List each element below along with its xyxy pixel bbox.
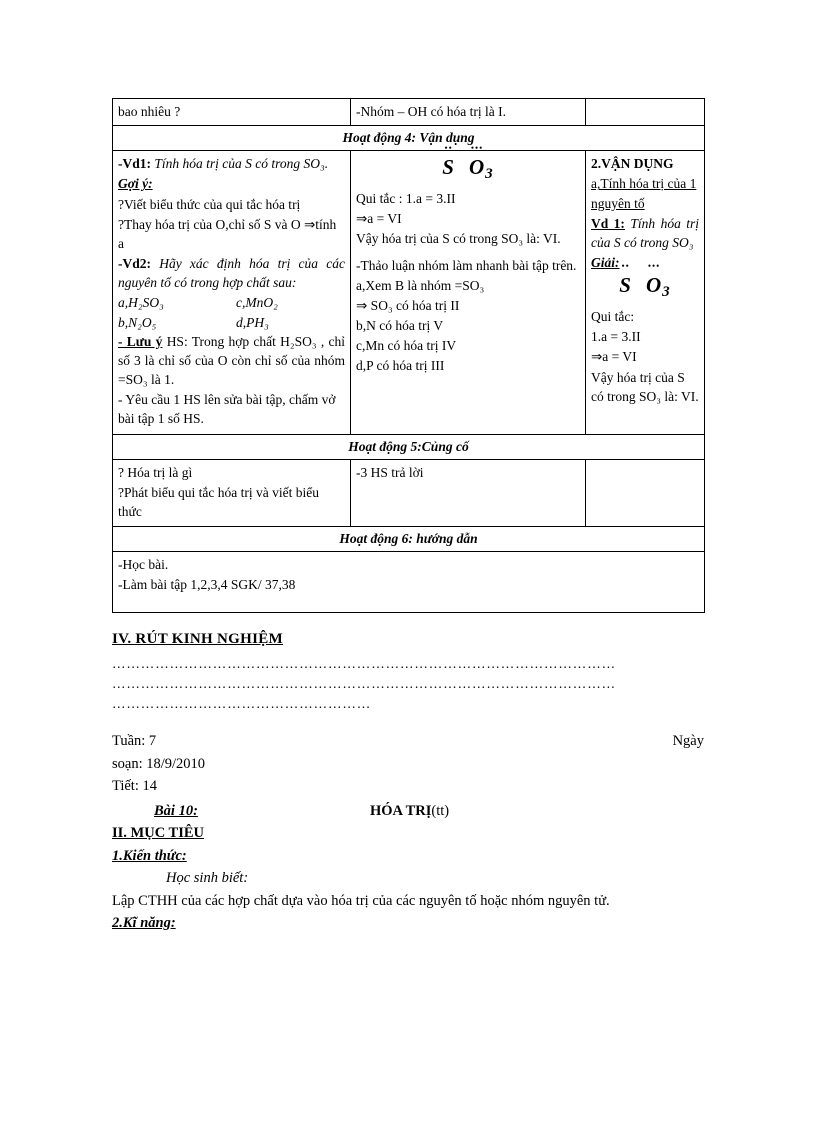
formula-so3-col3 [591, 274, 699, 301]
bai-label: Bài 10: [154, 802, 198, 819]
ki-nang-heading: 2.Kĩ năng: [112, 915, 176, 932]
section-header-activity-6: Hoạt động 6: hướng dẫn [113, 527, 705, 552]
vd2-text: Hãy xác định hóa trị của các nguyên tố có trong hợp chất sau: [118, 256, 345, 291]
luu-y-label: - Lưu ý [118, 333, 163, 349]
lesson-title-main: HÓA TRỊ [370, 802, 432, 819]
examples-list [118, 293, 345, 331]
goi-y-label: Gợi ý: [118, 176, 153, 192]
cungco-question-2: ?Phát biểu qui tắc hóa trị và viết biểu thức [118, 484, 319, 519]
lesson-plan-table [112, 98, 705, 613]
luu-y-text: HS: Trong hợp chất H₂SO₃ , chỉ số 3 là chỉ số của O còn chỉ số của nhóm =SO₃ là 1. [118, 333, 346, 388]
hoc-sinh-biet: Học sinh biết: [166, 870, 249, 887]
equation-col3: 1.a = 3.II [591, 329, 641, 345]
van-dung-a-line: a,Tính hóa trị của 1 nguyên tố [591, 176, 697, 211]
cell-top-col1: bao nhiêu ? [113, 99, 351, 126]
formula-symbol-s: •• S [619, 274, 632, 297]
vd1-text: Tính hóa trị của S có trong SO₃. [154, 156, 329, 172]
cell-activity4-col3 [586, 151, 705, 434]
dotted-line-1: …………………………………………………………………………………………… [112, 655, 616, 671]
vd1-line [118, 154, 345, 173]
example-row [118, 313, 345, 332]
formula-symbol-o: ••• O [646, 274, 662, 297]
table-row-section-5 [113, 434, 705, 459]
table-row-activity-4 [113, 151, 705, 434]
table-row-section-4 [113, 126, 705, 151]
table-row-activity-6 [113, 552, 705, 612]
lesson-title-suffix: (tt) [431, 802, 450, 819]
conclusion-col3: Vậy hóa trị của S có trong SO₃ là: VI. [591, 369, 699, 404]
tiet-label: Tiết: 14 [112, 778, 157, 795]
cell-activity4-col2 [351, 151, 586, 434]
a-value-line: ⇒a = VI [356, 211, 402, 227]
note-line: - Yêu cầu 1 HS lên sửa bài tập, chấm vở bài tập 1 số HS. [118, 392, 336, 427]
kien-thuc-heading: 1.Kiến thức: [112, 847, 187, 864]
vd1-col3-label: Vd 1: [591, 215, 625, 231]
table-row [113, 99, 705, 126]
section-header-activity-5: Hoạt động 5:Củng cố [113, 434, 705, 459]
formula-so3 [356, 156, 580, 183]
formula-subscript-o: 3 [485, 166, 494, 183]
question-2: ?Thay hóa trị của O,chỉ số S và O ⇒tính a [118, 216, 337, 251]
qui-tac-line: Qui tắc : 1.a = 3.II [356, 191, 456, 207]
question-1: ?Viết biểu thức của qui tắc hóa trị [118, 196, 301, 212]
rut-kinh-nghiem-heading: IV. RÚT KINH NGHIỆM [112, 630, 284, 647]
cell-top-col3 [586, 99, 705, 126]
cell-activity6 [113, 552, 705, 612]
cungco-question-1: ? Hóa trị là gì [118, 464, 193, 480]
vd2-label: -Vd2: [118, 256, 151, 272]
example-b1: c,MnO₂ [236, 295, 278, 311]
document-content [112, 98, 704, 935]
cungco-answer: -3 HS trả lời [356, 464, 424, 480]
cell-activity5-col1 [113, 459, 351, 526]
homework-line-2: -Làm bài tập 1,2,3,4 SGK/ 37,38 [118, 577, 296, 593]
tuan-label: Tuần: 7 [112, 733, 157, 750]
qui-tac-col3: Qui tắc: [591, 309, 635, 325]
formula-symbol-o: ••• O [469, 156, 485, 179]
dotted-line-2: …………………………………………………………………………………………… [112, 675, 616, 691]
vd1-col3-text: Tính hóa trị của S có trong SO₃ [591, 215, 699, 250]
vd1-label: -Vd1: [118, 156, 151, 172]
answer-d: d,P có hóa trị III [356, 358, 445, 374]
bai-row [112, 800, 704, 822]
answer-a2: ⇒ SO₃ có hóa trị II [356, 297, 460, 313]
answer-a: a,Xem B là nhóm =SO₃ [356, 277, 485, 293]
lesson-title [370, 800, 449, 822]
vd1-col3-line [591, 214, 699, 252]
formula-symbol-s: •• S [442, 156, 455, 179]
a-value-col3: ⇒a = VI [591, 349, 637, 365]
van-dung-title: 2.VẬN DỤNG [591, 156, 674, 172]
next-lesson-header [112, 730, 704, 934]
table-row-activity-5 [113, 459, 705, 526]
soan-label: soạn: 18/9/2010 [112, 755, 206, 772]
luu-y-line [118, 332, 345, 389]
cell-activity5-col3 [586, 459, 705, 526]
lap-cthh-text: Lập CTHH của các hợp chất dựa vào hóa trị của các nguyên tố hoặc nhóm nguyên tử. [112, 892, 610, 909]
example-b2: d,PH₃ [236, 314, 269, 330]
tuan-row [112, 730, 704, 752]
example-a2: b,N₂O₅ [118, 314, 157, 330]
group-work-line: -Thảo luận nhóm làm nhanh bài tập trên. [356, 257, 577, 273]
cell-activity4-col1 [113, 151, 351, 434]
cell-activity5-col2 [351, 459, 586, 526]
cell-top-col2: -Nhóm – OH có hóa trị là I. [351, 99, 586, 126]
muc-tieu-heading: II. MỤC TIÊU [112, 825, 204, 842]
dotted-line-3: ……………………………………………… [112, 696, 372, 712]
example-row [118, 293, 345, 312]
homework-line-1: -Học bài. [118, 557, 169, 573]
conclusion-line: Vậy hóa trị của S có trong SO₃ là: VI. [356, 231, 561, 247]
formula-subscript-o: 3 [662, 284, 671, 301]
answer-b: b,N có hóa trị V [356, 318, 444, 334]
answer-c: c,Mn có hóa trị IV [356, 338, 457, 354]
table-row-section-6 [113, 527, 705, 552]
ngay-label: Ngày [672, 733, 704, 750]
section-header-activity-4: Hoạt động 4: Vận dụng [113, 126, 705, 151]
giai-label: Giải: [591, 255, 620, 271]
vd2-line [118, 254, 345, 292]
example-a1: a,H₂SO₃ [118, 295, 164, 311]
